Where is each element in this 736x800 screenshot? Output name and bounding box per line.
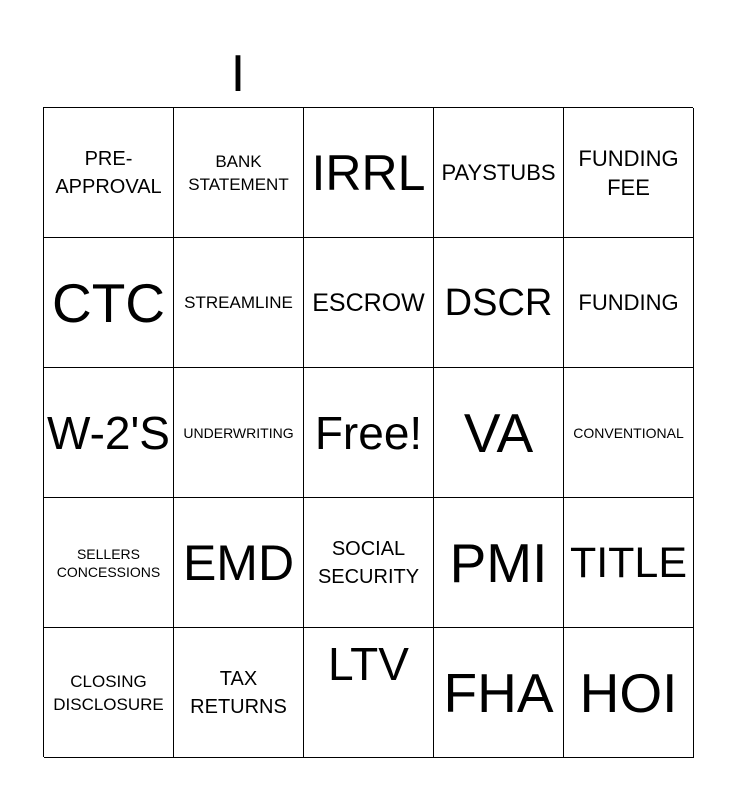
bingo-cell[interactable] <box>44 108 174 238</box>
bingo-cell[interactable] <box>434 628 564 758</box>
bingo-cell[interactable] <box>174 238 304 368</box>
free-space-cell[interactable] <box>304 368 434 498</box>
cell-text: DSCR <box>444 281 553 324</box>
bingo-cell[interactable] <box>174 498 304 628</box>
bingo-cell[interactable] <box>564 498 694 628</box>
bingo-cell[interactable] <box>564 628 694 758</box>
cell-text: FHA <box>443 661 554 724</box>
cell-text: TITLE <box>569 538 688 587</box>
cell-text: BANK STATEMENT <box>188 151 289 194</box>
bingo-cell[interactable] <box>564 238 694 368</box>
cell-text: VA <box>463 401 534 464</box>
cell-text: PMI <box>449 531 548 594</box>
bingo-cell[interactable] <box>434 368 564 498</box>
bingo-cell[interactable] <box>174 368 304 498</box>
bingo-cell[interactable] <box>434 498 564 628</box>
cell-text: STREAMLINE <box>184 293 293 312</box>
cell-text: IRRL <box>311 144 426 201</box>
bingo-cell[interactable] <box>304 238 434 368</box>
bingo-cell[interactable] <box>174 108 304 238</box>
cell-text: CONVENTIONAL <box>573 424 684 441</box>
cell-text: TAX RETURNS <box>190 667 287 718</box>
bingo-cell[interactable] <box>44 238 174 368</box>
bingo-cell[interactable] <box>44 628 174 758</box>
cell-text: UNDERWRITING <box>183 424 294 441</box>
cell-text: SOCIAL SECURITY <box>317 537 420 588</box>
bingo-cell[interactable] <box>304 108 434 238</box>
free-space-text: Free! <box>314 406 423 459</box>
cell-text: FUNDING FEE <box>578 145 679 200</box>
cell-text: W-2'S <box>47 406 170 459</box>
cell-text: PAYSTUBS <box>441 160 556 185</box>
cell-text: LTV <box>328 638 409 690</box>
cell-text: EMD <box>182 534 295 591</box>
bingo-cell[interactable] <box>304 498 434 628</box>
bingo-cell[interactable] <box>174 628 304 758</box>
bingo-board <box>43 107 693 757</box>
bingo-cell[interactable] <box>564 368 694 498</box>
cell-text: PRE-APPROVAL <box>55 147 162 198</box>
cell-text: SELLERS CONCESSIONS <box>56 545 161 580</box>
cell-text: CTC <box>51 271 166 334</box>
bingo-cell[interactable] <box>44 368 174 498</box>
cell-text: HOI <box>579 661 678 724</box>
bingo-cell[interactable] <box>434 108 564 238</box>
cell-text: ESCROW <box>312 288 425 317</box>
bingo-cell[interactable] <box>434 238 564 368</box>
cell-text: CLOSING DISCLOSURE <box>53 671 164 714</box>
cell-text: FUNDING <box>578 290 679 315</box>
column-header-letter: I <box>230 45 246 103</box>
bingo-cell[interactable] <box>304 628 434 758</box>
bingo-cell[interactable] <box>564 108 694 238</box>
bingo-cell[interactable] <box>44 498 174 628</box>
